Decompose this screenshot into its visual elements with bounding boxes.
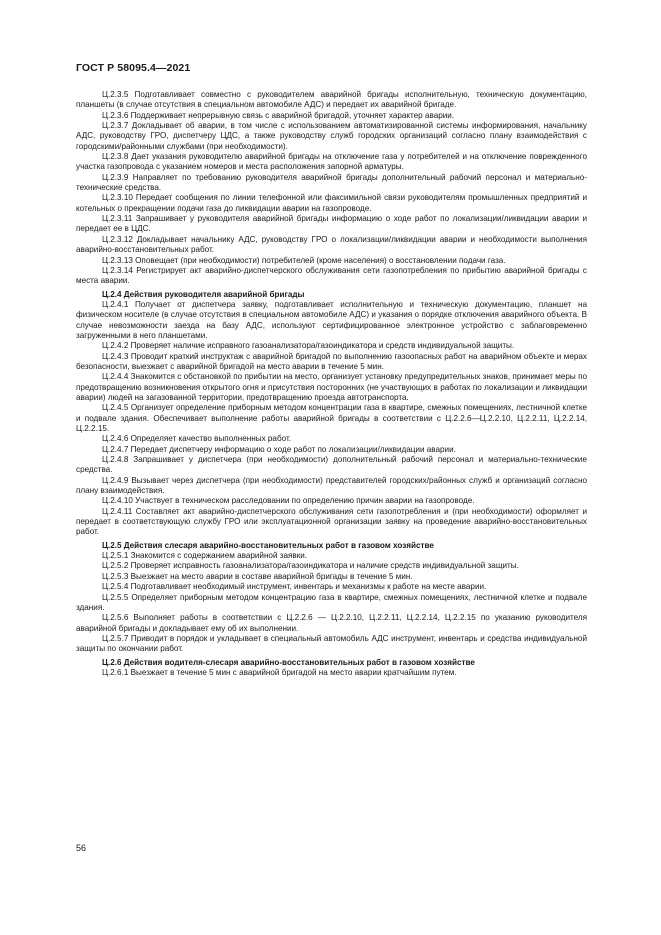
paragraph: Ц.2.4.11 Составляет акт аварийно-диспетчерского обслуживания сети газопотребления и (при необходимости) оформляет и передает в соответствующую службу ГРО или эксплуатационной организации заявку на проведение аварийно-восстановительных работ.: [76, 506, 587, 537]
paragraph: Ц.2.4.5 Организует определение приборным методом концентрации газа в квартире, смежных помещениях, лестничной клетке и подвале здания. Обеспечивает выполнение работы аварийной бригады в соответствии с Ц.2.2.6—Ц.2.2.10, Ц.2.2.11, Ц.2.2.14, Ц.2.2.15.: [76, 403, 587, 433]
paragraph: Ц.2.5.6 Выполняет работы в соответствии с Ц.2.2.6 — Ц.2.2.10, Ц.2.2.11, Ц.2.2.14, Ц.2.2.15 по указанию руководителя аварийной бригады и докладывает ему об их выполнении.: [76, 613, 587, 633]
paragraph: Ц.2.4.3 Проводит краткий инструктаж с аварийной бригадой по выполнению газоопасных работ на аварийном объекте и мерах безопасности, выезжает с аварийной бригадой на место аварии в течение 5 мин.: [76, 351, 587, 371]
paragraph: Ц.2.3.8 Дает указания руководителю аварийной бригады на отключение газа у потребителей и на отключение поврежденного участка газопровода с указанием номеров и места расположения запорной арматуры.: [76, 152, 587, 172]
paragraph: Ц.2.5.7 Приводит в порядок и укладывает в специальный автомобиль АДС инструмент, инвентарь и средства индивидуальной защиты по окончании работ.: [76, 633, 587, 654]
paragraph: Ц.2.5.3 Выезжает на место аварии в составе аварийной бригады в течение 5 мин.: [102, 571, 413, 581]
paragraph: Ц.2.5.5 Определяет приборным методом концентрацию газа в квартире, смежных помещениях, лестничной клетке и подвале здания.: [76, 592, 587, 612]
paragraph: Ц.2.3.9 Направляет по требованию руководителя аварийной бригады дополнительный рабочий персонал и материально-технические средства.: [76, 172, 587, 193]
paragraph: Ц.2.6.1 Выезжает в течение 5 мин с аварийной бригадой на место аварии кратчайшим путем.: [102, 667, 457, 677]
document-header: ГОСТ Р 58095.4—2021: [76, 62, 191, 74]
section-heading: Ц.2.5 Действия слесаря аварийно-восстановительных работ в газовом хозяйстве: [102, 540, 434, 550]
paragraph: Ц.2.5.4 Подготавливает необходимый инструмент, инвентарь и механизмы к работе на месте аварии.: [102, 582, 487, 592]
paragraph: Ц.2.3.10 Передает сообщения по линии телефонной или факсимильной связи руководителям промышленных предприятий и котельных о прекращении подачи газа до ликвидации аварии на газопроводе.: [76, 193, 587, 213]
paragraph: Ц.2.4.9 Вызывает через диспетчера (при необходимости) представителей городских/районных служб и организаций согласно плану взаимодействия.: [76, 475, 587, 496]
paragraph: Ц.2.3.11 Запрашивает у руководителя аварийной бригады информацию о ходе работ по локализации/ликвидации аварии и передает ее в ЦДС.: [76, 214, 587, 234]
paragraph: Ц.2.3.12 Докладывает начальнику АДС, руководству ГРО о локализации/ликвидации аварии и необходимости выполнения аварийно-восстановительных работ.: [76, 234, 587, 255]
paragraph: Ц.2.4.1 Получает от диспетчера заявку, подготавливает исполнительную и техническую документацию, планшет на физическом носителе (в случае отсутствия в специальном автомобиле АДС) и указания о порядке отключения аварийного объекта. В случае невозможности заезда на базу АДС, используют сертифицированное электронное устройство с заблаговременно загруженными в него планшетами.: [76, 299, 587, 340]
paragraph: Ц.2.4.10 Участвует в техническом расследовании по определению причин аварии на газопроводе.: [102, 496, 475, 506]
paragraph: Ц.2.3.13 Оповещает (при необходимости) потребителей (кроме населения) о восстановлении подачи газа.: [102, 255, 506, 265]
paragraph: Ц.2.4.8 Запрашивает у диспетчера (при необходимости) дополнительный рабочий персонал и материально-технические средства.: [76, 455, 587, 475]
paragraph: Ц.2.3.5 Подготавливает совместно с руководителем аварийной бригады исполнительную, техническую документацию, планшеты (в случае отсутствия в специальном автомобиле АДС) и передает их аварийной бригаде.: [76, 90, 587, 110]
paragraph: Ц.2.3.14 Регистрирует акт аварийно-диспетчерского обслуживания сети газопотребления по прибытию аварийной бригады с места аварии.: [76, 265, 587, 286]
document-body: [76, 90, 587, 678]
paragraph: Ц.2.3.6 Поддерживает непрерывную связь с аварийной бригадой, уточняет характер аварии.: [102, 110, 455, 120]
paragraph: Ц.2.5.1 Знакомится с содержанием аварийной заявки.: [102, 551, 308, 561]
paragraph: Ц.2.4.6 Определяет качество выполненных работ.: [102, 434, 292, 444]
page-number: 56: [76, 843, 87, 853]
paragraph: Ц.2.4.4 Знакомится с обстановкой по прибытии на место, организует установку предупредительных знаков, принимает меры по предотвращению возникновения открытого огня и присутствия посторонних (не участвующих в работах по локализации и ликвидации аварии) людей на загазованной территории, предотвращению проезда автотранспорта.: [76, 372, 587, 402]
paragraph: Ц.2.4.2 Проверяет наличие исправного газоанализатора/газоиндикатора и средств индивидуальной защиты.: [102, 341, 515, 351]
section-heading: Ц.2.4 Действия руководителя аварийной бригады: [102, 289, 305, 299]
paragraph: Ц.2.4.7 Передает диспетчеру информацию о ходе работ по локализации/ликвидации аварии.: [102, 444, 456, 454]
paragraph: Ц.2.3.7 Докладывает об аварии, в том числе с использованием автоматизированной системы информирования, начальнику АДС, руководству ГРО, диспетчеру ЦДС, а также руководству служб городских организаций согласно плану взаимодействия с городскими/районными службами (при необходимости).: [76, 121, 587, 151]
section-heading: Ц.2.6 Действия водителя-слесаря аварийно-восстановительных работ в газовом хозяйстве: [102, 657, 475, 667]
paragraph: Ц.2.5.2 Проверяет исправность газоанализатора/газоиндикатора и наличие средств индивидуальной защиты.: [102, 561, 519, 571]
